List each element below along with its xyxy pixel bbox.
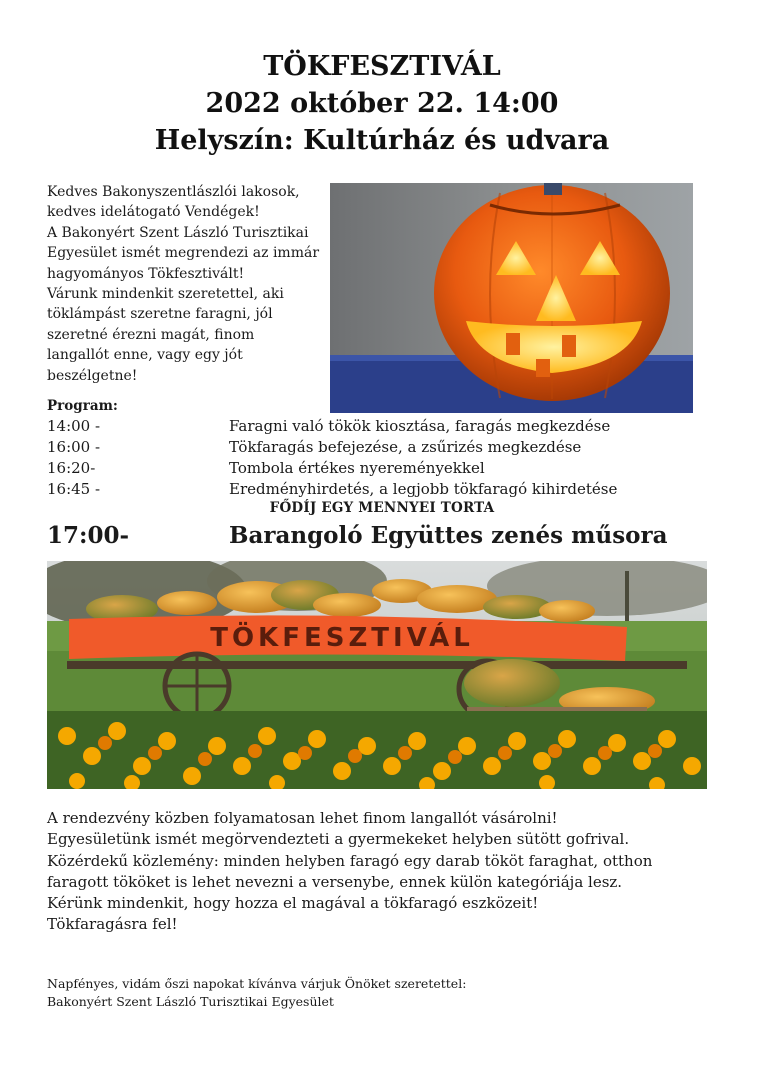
- intro-line: szeretné érezni magát, finom: [47, 326, 255, 343]
- program-desc: Tombola értékes nyereményekkel: [229, 459, 485, 477]
- intro-text: [47, 182, 332, 386]
- intro-line: Várunk mindenkit szeretettel, aki: [47, 286, 284, 303]
- program-time: 16:00 -: [47, 438, 101, 456]
- program-desc: Tökfaragás befejezése, a zsűrizés megkezdése: [229, 438, 582, 456]
- program-time: 14:00 -: [47, 417, 101, 435]
- note-line: faragott tököket is lehet nevezni a versenybe, ennek külön kategóriája lesz.: [47, 872, 623, 891]
- intro-line: A Bakonyért Szent László Turisztikai: [47, 224, 309, 241]
- festival-cart-image: [47, 561, 707, 789]
- intro-line: langallót enne, vagy egy jót: [47, 347, 243, 364]
- grand-prize: FŐDÍJ EGY MENNYEI TORTA: [269, 500, 495, 516]
- intro-line: Egyesület ismét megrendezi az immár: [47, 245, 320, 262]
- program-desc: Faragni való tökök kiosztása, faragás megkezdése: [229, 417, 611, 435]
- program-label: Program:: [47, 398, 118, 414]
- notes-text: [47, 808, 727, 936]
- highlight-desc: Barangoló Együttes zenés műsora: [229, 522, 668, 549]
- note-line: Közérdekű közlemény: minden helyben faragó egy darab tököt faraghat, otthon: [47, 851, 653, 870]
- intro-line: Kedves Bakonyszentlászlói lakosok,: [47, 184, 300, 200]
- intro-line: hagyományos Tökfesztivált!: [47, 265, 245, 282]
- header: [0, 48, 764, 159]
- intro-line: beszélgetne!: [47, 367, 138, 384]
- intro-line: töklámpást szeretne faragni, jól: [47, 306, 273, 323]
- program-time: 16:45 -: [47, 480, 101, 498]
- banner-text: TÖKFESZTIVÁL: [210, 623, 474, 653]
- note-line: Kérünk mindenkit, hogy hozza el magával a tökfaragó eszközeit!: [47, 894, 539, 913]
- closing-text: [47, 975, 727, 1011]
- note-line: Egyesületünk ismét megörvendezteti a gyermekeket helyben sütött gofrival.: [47, 830, 630, 849]
- program-desc: Eredményhirdetés, a legjobb tökfaragó kihirdetése: [229, 480, 618, 498]
- intro-line: kedves idelátogató Vendégek!: [47, 204, 260, 221]
- highlight-time: 17:00-: [47, 522, 130, 549]
- jack-o-lantern-image: [330, 183, 693, 413]
- note-line: A rendezvény közben folyamatosan lehet finom langallót vásárolni!: [47, 809, 558, 827]
- closing-signature: Bakonyért Szent László Turisztikai Egyesület: [47, 994, 334, 1009]
- event-date: 2022 október 22. 14:00: [205, 88, 559, 119]
- note-line: Tökfaragásra fel!: [47, 915, 178, 934]
- closing-greeting: Napfényes, vidám őszi napokat kívánva várjuk Önöket szeretettel:: [47, 976, 467, 991]
- page-title: TÖKFESZTIVÁL: [263, 51, 501, 82]
- event-location: Helyszín: Kultúrház és udvara: [154, 125, 610, 156]
- program-time: 16:20-: [47, 459, 96, 477]
